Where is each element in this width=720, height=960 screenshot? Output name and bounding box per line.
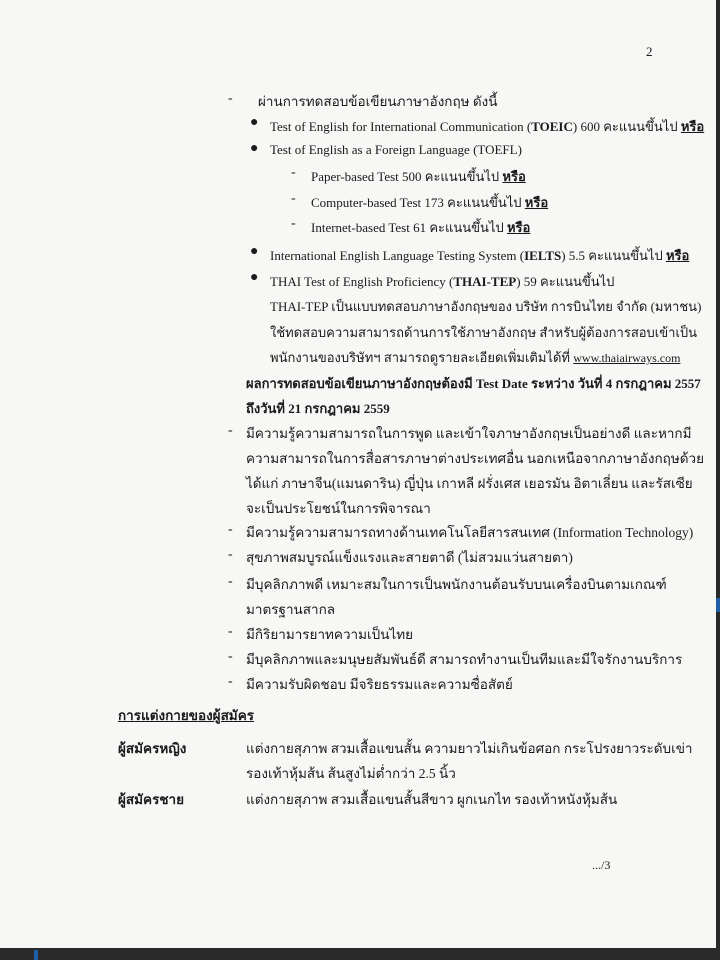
toefl-computer-line (311, 192, 548, 213)
toeic-text: Test of English for International Communication ( (270, 119, 532, 134)
english-test-intro: ผ่านการทดสอบข้อเขียนภาษาอังกฤษ ดังนี้ (258, 94, 498, 109)
language-line-3: ได้แก่ ภาษาจีน(แมนดาริน) ญี่ปุ่น เกาหลี ฝรั่งเศส เยอรมัน อิตาเลี่ยน และรัสเซีย (246, 476, 693, 491)
male-label: ผู้สมัครชาย (118, 792, 184, 807)
female-dress-2: รองเท้าหุ้มส้น ส้นสูงไม่ต่ำกว่า 2.5 นิ้ว (246, 766, 456, 781)
manners-line: มีกิริยามารยาทความเป็นไทย (246, 627, 414, 642)
or-label: หรือ (506, 220, 531, 235)
ielts-line (270, 245, 689, 266)
thaitep-desc-2: ใช้ทดสอบความสามารถด้านการใช้ภาษาอังกฤษ สำหรับผู้ต้องการสอบเข้าเป็น (270, 325, 698, 340)
personality-line-1: มีบุคลิกภาพดี เหมาะสมในการเป็นพนักงานต้อนรับบนเครื่องบินตามเกณฑ์ (246, 577, 667, 592)
thaitep-abbr: THAI-TEP (453, 274, 517, 289)
health-line: สุขภาพสมบูรณ์แข็งแรงและสายตาดี (ไม่สวมแว่นสายตา) (246, 550, 573, 565)
toefl-internet-text: Internet-based Test 61 คะแนนขึ้นไป (311, 220, 504, 235)
dash-bullet: - (228, 91, 233, 106)
toeic-score: ) 600 คะแนนขึ้นไป (572, 119, 678, 134)
teamwork-line: มีบุคลิกภาพและมนุษยสัมพันธ์ดี สามารถทำงานเป็นทีมและมีใจรักงานบริการ (246, 652, 683, 667)
thaitep-desc-3: พนักงานของบริษัทฯ สามารถดูรายละเอียดเพิ่มเติมได้ที่ (270, 350, 570, 365)
language-line-4: จะเป็นประโยชน์ในการพิจารณา (246, 501, 431, 516)
circle-bullet-icon: ● (250, 270, 259, 285)
ethics-line: มีความรับผิดชอบ มีจริยธรรมและความซื่อสัตย์ (246, 677, 513, 692)
dash-bullet: - (228, 674, 233, 689)
thaiairways-link[interactable]: www.thaiairways.com (573, 351, 681, 365)
dash-bullet: - (228, 522, 233, 537)
or-label: หรือ (665, 248, 690, 263)
thaitep-desc-1: THAI-TEP เป็นแบบทดสอบภาษาอังกฤษของ บริษัท การบินไทย จำกัด (มหาชน) (270, 299, 702, 314)
personality-line-2: มาตรฐานสากล (246, 602, 336, 617)
test-date-line-1: ผลการทดสอบข้อเขียนภาษาอังกฤษต้องมี Test Date ระหว่าง วันที่ 4 กรกฎาคม 2557 (246, 376, 701, 391)
corner-mark (34, 950, 38, 960)
toefl-computer-text: Computer-based Test 173 คะแนนขึ้นไป (311, 195, 522, 210)
female-label: ผู้สมัครหญิง (118, 741, 187, 756)
dash-bullet: - (228, 649, 233, 664)
circle-bullet-icon: ● (250, 244, 259, 259)
dash-bullet: - (228, 547, 233, 562)
toefl-line: Test of English as a Foreign Language (TOEFL) (270, 142, 522, 157)
or-label: หรือ (680, 119, 705, 134)
or-label: หรือ (502, 169, 526, 184)
thaitep-text: THAI Test of English Proficiency ( (270, 274, 454, 289)
circle-bullet-icon: ● (250, 115, 259, 130)
thaitep-line (270, 271, 614, 292)
dash-bullet: - (228, 624, 233, 639)
continuation-marker: .../3 (592, 858, 611, 872)
language-line-1: มีความรู้ความสามารถในการพูด และเข้าใจภาษาอังกฤษเป็นอย่างดี และหากมี (246, 426, 692, 441)
female-dress-1: แต่งกายสุภาพ สวมเสื้อแขนสั้น ความยาวไม่เกินข้อศอก กระโปรงยาวระดับเข่า (246, 741, 693, 756)
dash-bullet: - (291, 191, 296, 206)
or-label: หรือ (524, 195, 549, 210)
ielts-text: International English Language Testing System ( (270, 248, 525, 263)
ielts-abbr: IELTS (524, 248, 562, 263)
dash-bullet: - (228, 574, 233, 589)
ielts-score: ) 5.5 คะแนนขึ้นไป (561, 248, 663, 263)
it-line: มีความรู้ความสามารถทางด้านเทคโนโลยีสารสนเทศ (Information Technology) (246, 525, 694, 540)
scroll-edge-marker (716, 598, 720, 612)
dash-bullet: - (291, 216, 296, 231)
circle-bullet-icon: ● (250, 141, 259, 156)
dress-code-heading: การแต่งกายของผู้สมัคร (118, 708, 254, 723)
toefl-paper-text: Paper-based Test 500 คะแนนขึ้นไป (311, 169, 500, 184)
dash-bullet: - (291, 165, 296, 180)
toefl-internet-line (311, 217, 530, 238)
language-line-2: ความสามารถในการสื่อสารภาษาต่างประเทศอื่น นอกเหนือจากภาษาอังกฤษด้วย (246, 451, 705, 466)
thaitep-score: ) 59 คะแนนขึ้นไป (516, 274, 615, 289)
toefl-paper-line (311, 166, 526, 187)
test-date-line-2: ถึงวันที่ 21 กรกฎาคม 2559 (246, 401, 390, 416)
toeic-line (270, 116, 704, 137)
thaitep-desc-3-line (270, 347, 680, 368)
toeic-abbr: TOEIC (531, 119, 573, 134)
page-number: 2 (646, 44, 653, 59)
dash-bullet: - (228, 423, 233, 438)
male-dress-1: แต่งกายสุภาพ สวมเสื้อแขนสั้นสีขาว ผูกเนกไท รองเท้าหนังหุ้มส้น (246, 792, 618, 807)
